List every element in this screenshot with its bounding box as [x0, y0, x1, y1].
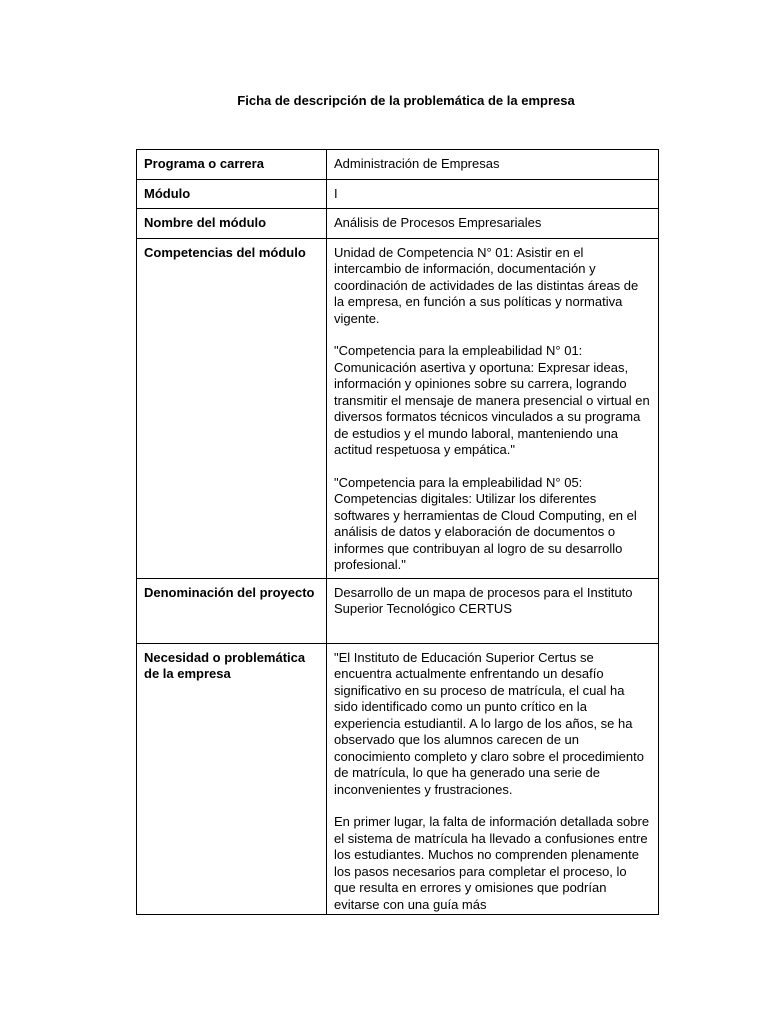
problem-description-table	[136, 149, 659, 915]
nombre-modulo-label: Nombre del módulo	[137, 209, 327, 239]
competencias-value	[327, 238, 659, 578]
necesidad-value	[327, 643, 659, 914]
table-row-programa	[137, 150, 659, 180]
table-row-modulo	[137, 179, 659, 209]
proyecto-label: Denominación del proyecto	[137, 578, 327, 643]
table-row-competencias	[137, 238, 659, 578]
competencia-paragraph-3: "Competencia para la empleabilidad N° 05: Competencias digitales: Utilizar los diferentes softwares y herramientas de Cloud Computing, en el análisis de datos y elaboración de documentos o informes que contribuyan al logro de su desarrollo profesional."	[334, 474, 637, 572]
necesidad-paragraph-2: En primer lugar, la falta de información detallada sobre el sistema de matrícula ha llevado a confusiones entre los estudiantes. Muchos no comprenden plenamente los pasos necesarios para completar el proceso, lo que resulta en errores y omisiones que podrían evitarse con una guía más	[334, 814, 650, 912]
competencia-paragraph-2: "Competencia para la empleabilidad N° 01: Comunicación asertiva y oportuna: Expresar ideas, información y opiniones sobre su carrera, logrando transmitir el mensaje de manera presencial o virtual en diversos formatos técnicos vinculados a su programa de estudios y el mundo laboral, manteniendo una actitud respetuosa y empática."	[334, 343, 650, 457]
programa-value: Administración de Empresas	[327, 150, 659, 180]
table-row-necesidad	[137, 643, 659, 914]
nombre-modulo-value: Análisis de Procesos Empresariales	[327, 209, 659, 239]
necesidad-text-clip	[334, 650, 651, 914]
modulo-value: I	[327, 179, 659, 209]
necesidad-label: Necesidad o problemática de la empresa	[137, 643, 327, 914]
competencia-paragraph-1: Unidad de Competencia N° 01: Asistir en el intercambio de información, documentación y coordinación de actividades de las distintas áreas de la empresa, en función a sus políticas y normativa vigente.	[334, 244, 639, 326]
programa-label: Programa o carrera	[137, 150, 327, 180]
table-row-proyecto	[137, 578, 659, 643]
table-row-nombre-modulo	[137, 209, 659, 239]
competencias-label: Competencias del módulo	[137, 238, 327, 578]
document-title: Ficha de descripción de la problemática de la empresa	[237, 93, 575, 108]
necesidad-paragraph-1: "El Instituto de Educación Superior Certus se encuentra actualmente enfrentando un desafío significativo en su proceso de matrícula, el cual ha sido identificado como un punto crítico en la experiencia estudiantil. A lo largo de los años, se ha observado que los alumnos carecen de un conocimiento completo y claro sobre el procedimiento de matrícula, lo que ha generado una serie de inconvenientes y frustraciones.	[334, 649, 644, 797]
proyecto-value: Desarrollo de un mapa de procesos para el Instituto Superior Tecnológico CERTUS	[327, 578, 659, 643]
modulo-label: Módulo	[137, 179, 327, 209]
